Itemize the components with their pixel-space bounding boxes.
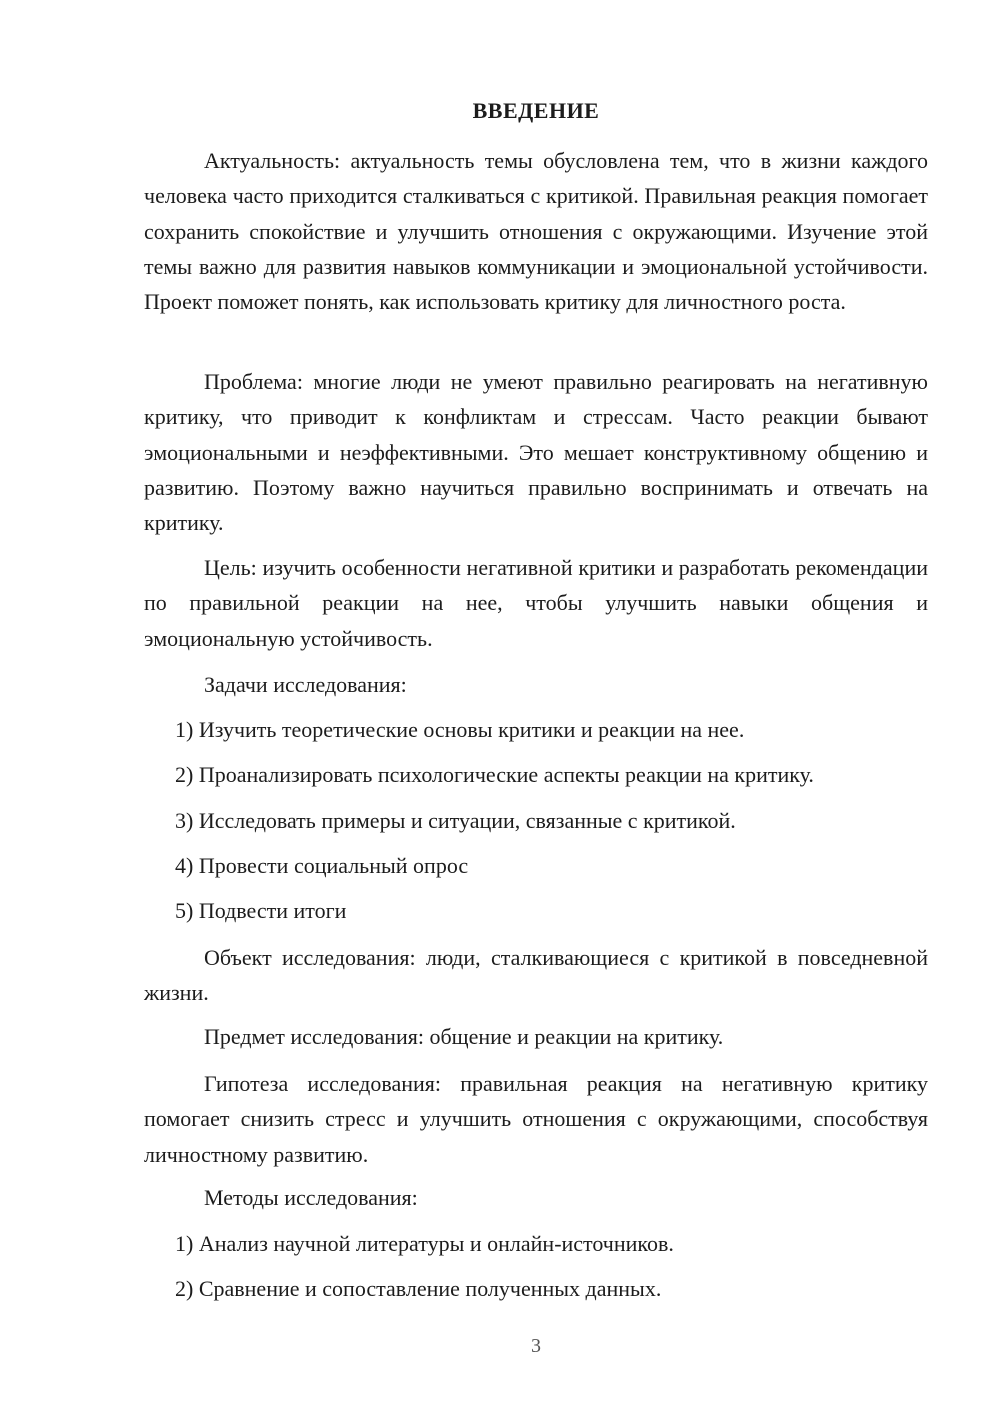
page-number: 3 xyxy=(531,1335,541,1357)
task-item: 3) Исследовать примеры и ситуации, связанные с критикой. xyxy=(175,808,736,833)
task-item: 5) Подвести итоги xyxy=(175,898,347,923)
relevance-paragraph: Актуальность: актуальность темы обусловлена тем, что в жизни каждого человека часто приходится сталкиваться с критикой. Правильная реакция помогает сохранить спокойствие и улучшить отношения с окружающими. Изучение этой темы важно для развития навыков коммуникации и эмоциональной устойчивости. Проект поможет понять, как использовать критику для личностного роста. xyxy=(144,148,928,315)
section-title: ВВЕДЕНИЕ xyxy=(472,98,600,123)
methods-heading: Методы исследования: xyxy=(204,1185,418,1210)
tasks-heading: Задачи исследования: xyxy=(204,672,407,697)
object-paragraph: Объект исследования: люди, сталкивающиеся с критикой в повседневной жизни. xyxy=(144,945,928,1006)
hypothesis-paragraph: Гипотеза исследования: правильная реакция на негативную критику помогает снизить стресс и улучшить отношения с окружающими, способствуя личностному развитию. xyxy=(144,1071,928,1167)
task-item: 4) Провести социальный опрос xyxy=(175,853,469,878)
goal-paragraph: Цель: изучить особенности негативной критики и разработать рекомендации по правильной реакции на нее, чтобы улучшить навыки общения и эмоциональную устойчивость. xyxy=(144,555,928,651)
method-item: 2) Сравнение и сопоставление полученных данных. xyxy=(175,1276,662,1301)
task-item: 1) Изучить теоретические основы критики и реакции на нее. xyxy=(175,717,745,742)
method-item: 1) Анализ научной литературы и онлайн-источников. xyxy=(175,1231,674,1256)
problem-paragraph: Проблема: многие люди не умеют правильно реагировать на негативную критику, что приводит к конфликтам и стрессам. Часто реакции бывают эмоциональными и неэффективными. Это мешает конструктивному общению и развитию. Поэтому важно научиться правильно воспринимать и отвечать на критику. xyxy=(144,369,928,536)
subject-line: Предмет исследования: общение и реакции на критику. xyxy=(204,1024,724,1049)
task-item: 2) Проанализировать психологические аспекты реакции на критику. xyxy=(175,762,814,787)
